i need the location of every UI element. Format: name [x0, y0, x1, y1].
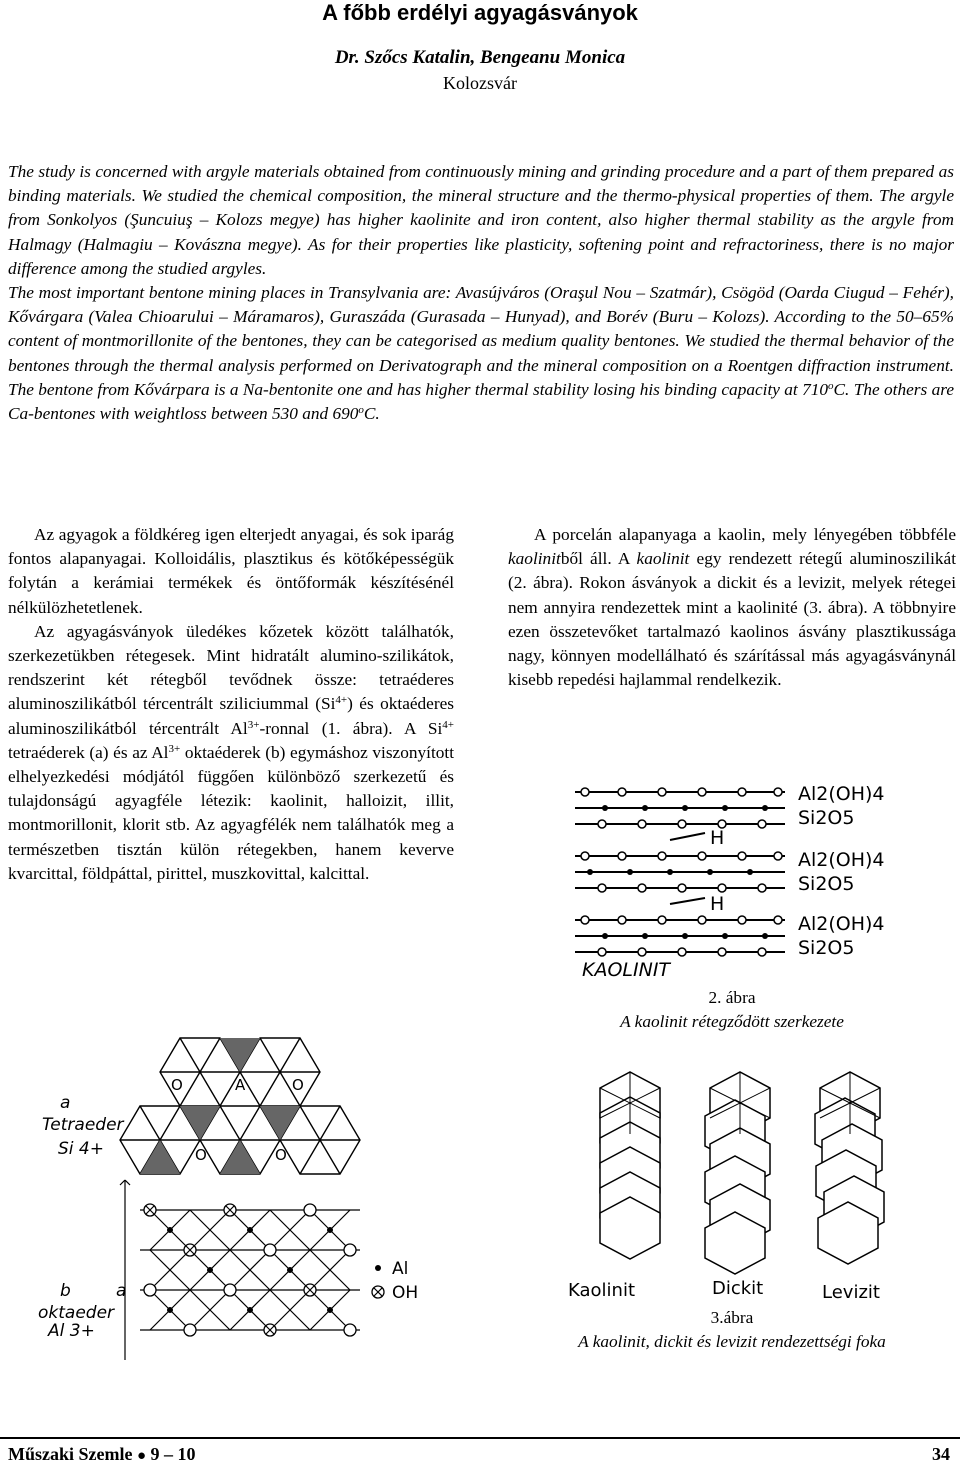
label-tetraeder: Tetraeder — [42, 1115, 124, 1135]
figure-3-number: 3.ábra — [710, 1308, 754, 1327]
legend-al: Al — [392, 1259, 409, 1279]
label-oktaeder: oktaeder — [38, 1303, 115, 1323]
footer-journal — [8, 1444, 196, 1465]
o-label: O — [195, 1146, 207, 1164]
formula-al-3: Al2(OH)4 — [798, 913, 885, 935]
right-column — [508, 523, 956, 692]
kaolinit-figure-label: KAOLINIT — [582, 959, 671, 981]
label-a-top: a — [60, 1093, 71, 1113]
formula-si-1: Si2O5 — [798, 807, 855, 829]
left-paragraph-1: Az agyagok a földkéreg igen elterjedt anyagai, és sok iparág fontos alapanyagai. Kolloidális, plasztikus és kötőképességük folytán a kerámiai termékek és öntőformák készítésénél nélkülözhetetlenek. — [8, 525, 454, 617]
label-levizit: Levizit — [822, 1282, 880, 1303]
abstract-text: C. The others are Ca-bentones with weightloss between 530 and 690 — [8, 379, 954, 424]
formula-al-1: Al2(OH)4 — [798, 783, 885, 805]
label-kaolinit: Kaolinit — [568, 1280, 635, 1301]
abstract-paragraph-2 — [8, 281, 954, 426]
label-al3: Al 3+ — [48, 1321, 95, 1341]
figure-2-kaolinite-layers — [570, 778, 900, 983]
degree-sup: o — [358, 404, 364, 417]
label-b: b — [60, 1281, 71, 1301]
al-charge-sup: 3+ — [247, 718, 260, 731]
figure-2-caption: A kaolinit rétegződött szerkezete — [620, 1012, 844, 1031]
si-charge-sup: 4+ — [335, 694, 348, 707]
body-text: tetraéderek (a) és az Al — [8, 742, 169, 762]
body-text: ből áll. A — [560, 549, 637, 569]
left-column — [8, 523, 454, 886]
label-si4: Si 4+ — [58, 1139, 104, 1159]
si-charge-sup: 4+ — [442, 718, 454, 731]
body-text: Az agyagásványok üledékes kőzetek között találhatók, szerkezetükben rétegesek. Mint hidratált alumino-szilikátok, rendszerint két rétegből tevődnek össze: tetraéderes aluminoszilikátból tércentrált sziliciummal (Si — [8, 621, 454, 714]
figure-2-number: 2. ábra — [708, 988, 756, 1007]
kaolinit-term: kaolinit — [636, 549, 690, 569]
authors: Dr. Szőcs Katalin, Bengeanu Monica — [334, 47, 626, 68]
hydrogen-label-2: H — [710, 893, 725, 915]
figure-1-tetra-octa-sheets — [30, 1030, 460, 1380]
formula-si-3: Si2O5 — [798, 937, 855, 959]
body-text: -ronnal (1. ábra). A Si — [259, 718, 443, 738]
kaolinit-term: kaolinit — [508, 549, 561, 569]
abstract-text: The most important bentone mining places in Transylvania are: Avasújváros (Oraşul Nou – Szatmár), Csögöd (Oarda Ciugud – Fehér), Kővárgara (Valea Chioarului – Máramaros), Guraszáda (Gurasada – Hunyad), and Borév (Buru – Kolozs). According to the 50–65% content of montmorillonite of the bentones, they can be categorised as medium quality bentones. We studied the thermal behavior of the bentones through the thermal analysis performed on Derivatograph and the mineral composition on a Roentgen diffraction instrument. The bentone from Kővárpara is a Na-bentonite one and has higher thermal stability losing his binding capacity at 710 — [8, 283, 954, 399]
label-a-mid: a — [116, 1281, 127, 1301]
degree-sup: o — [828, 379, 834, 392]
label-dickit: Dickit — [712, 1278, 764, 1299]
body-text: oktaéderek (b) egymáshoz viszonyított elhelyezkedési módjától függően különböző szerkezetű és tulajdonságú agyagféle létezik: kaolinit, halloizit, illit, montmorillonit, klorit stb. Az agyagfélék nem találhatók meg a természetben tisztán külön rétegekben, hanem keverve kvarcittal, földpáttal, pirittel, muszkovittal, kalcittal. — [8, 742, 454, 883]
left-paragraph-2 — [8, 620, 454, 886]
abstract-text: C. — [363, 404, 380, 424]
legend-oh: OH — [392, 1283, 419, 1303]
o-label: O — [292, 1076, 304, 1094]
o-label: O — [171, 1076, 183, 1094]
right-paragraph-1 — [508, 523, 956, 692]
page-title: A főbb erdélyi agyagásványok — [322, 0, 638, 25]
affiliation-city: Kolozsvár — [443, 73, 517, 93]
abstract — [8, 160, 954, 426]
figure-3-stacking-order — [560, 1068, 920, 1304]
body-text: A porcelán alapanyaga a kaolin, mely lényegében többféle — [534, 525, 956, 544]
hydrogen-label-1: H — [710, 827, 725, 849]
body-text: ) és oktaéderes aluminoszilikátból tércentrált Al — [8, 694, 454, 738]
abstract-paragraph-1: The study is concerned with argyle materials obtained from continuously mining and grinding procedure and a part of them prepared as binding materials. We studied the chemical composition, the mineral structure and the thermo-physical properties of them. The argyle from Sonkolyos (Şuncuiuş – Kolozs megye) has higher kaolinite and iron content, also higher thermal stability as the argyle from Halmagy (Halmagiu – Kovászna megye). As for their properties like plasticity, softening point and refractoriness, there is no major difference among the studied argyles. — [8, 162, 954, 278]
page-number: 34 — [932, 1444, 950, 1464]
formula-si-2: Si2O5 — [798, 873, 855, 895]
bullet-icon: ● — [136, 1448, 147, 1464]
figure-3-caption: A kaolinit, dickit és levizit rendezettségi foka — [578, 1332, 886, 1351]
o-label: O — [275, 1146, 287, 1164]
al-charge-sup: 3+ — [168, 742, 181, 755]
footer-divider — [0, 1437, 960, 1439]
journal-name: Műszaki Szemle — [8, 1444, 133, 1464]
formula-al-2: Al2(OH)4 — [798, 849, 885, 871]
issue-number: 9 – 10 — [150, 1444, 196, 1464]
a-label: A — [235, 1076, 246, 1094]
body-text: egy rendezett rétegű aluminoszilikát (2. ábra). Rokon ásványok a dickit és a levizit, melyek rétegei nem annyira rendezettek mint a kaolinité (3. ábra). A többnyire ezen összetevőket tartalmazó kaolinos ásvány plasztikussága nagy, könnyen modellálható és szárítással más agyagásványnál kisebb repedési hajlammal rendelkezik. — [508, 549, 956, 690]
